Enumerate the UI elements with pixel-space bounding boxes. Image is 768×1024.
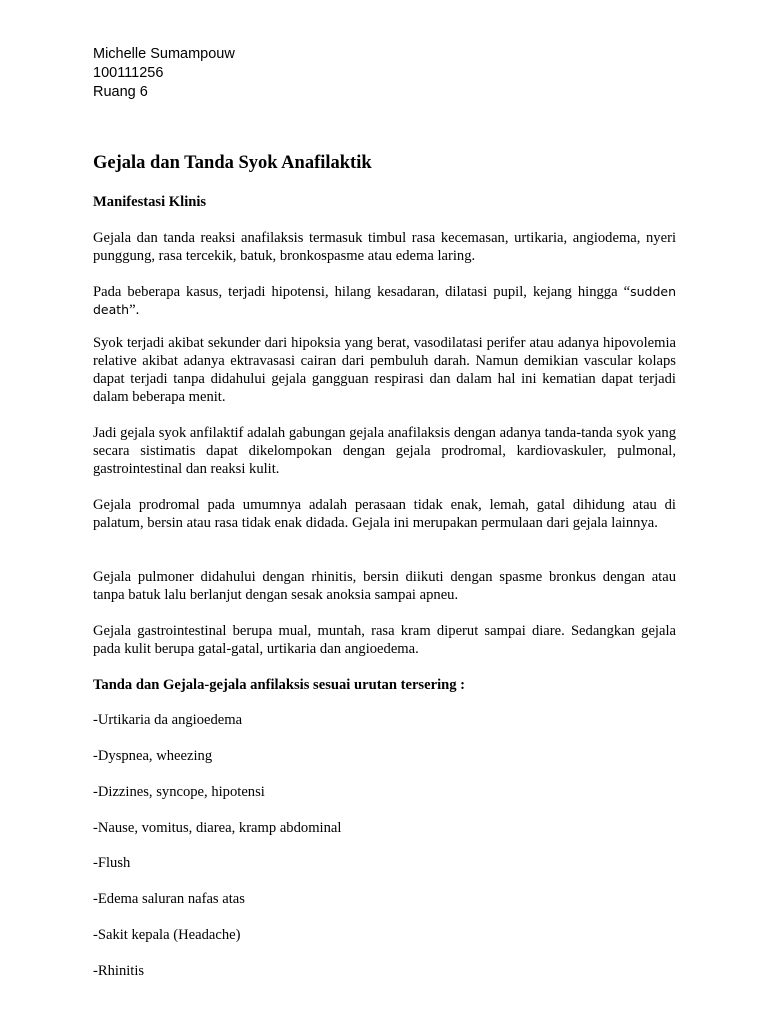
list-item: -Rhinitis bbox=[93, 963, 145, 979]
paragraph-7: Gejala gastrointestinal berupa mual, muntah, rasa kram diperut sampai diare. Sedangkan gejala pada kulit berupa gatal-gatal, urtikaria dan angioedema. bbox=[93, 623, 676, 657]
paragraph-2 bbox=[93, 283, 676, 319]
sudden-death-quote: sudden death bbox=[93, 284, 676, 317]
room-label: Ruang 6 bbox=[93, 84, 148, 100]
paragraph-6: Gejala pulmoner didahului dengan rhinitis, bersin diikuti dengan spasme bronkus dengan atau tanpa batuk lalu berlanjut dengan sesak anoksia sampai apneu. bbox=[93, 569, 676, 603]
list-item: -Dyspnea, wheezing bbox=[93, 748, 213, 764]
list-item: -Sakit kepala (Headache) bbox=[93, 927, 241, 943]
list-item: -Urtikaria da angioedema bbox=[93, 712, 243, 728]
list-item: -Edema saluran nafas atas bbox=[93, 891, 245, 907]
student-id: 100111256 bbox=[93, 65, 164, 81]
list-item: -Dizzines, syncope, hipotensi bbox=[93, 784, 265, 800]
paragraph-2-text: Pada beberapa kasus, terjadi hipotensi, hilang kesadaran, dilatasi pupil, kejang hingga “ bbox=[93, 284, 631, 300]
author-header bbox=[93, 45, 235, 102]
list-item: -Nause, vomitus, diarea, kramp abdominal bbox=[93, 820, 342, 836]
list-item: -Flush bbox=[93, 855, 131, 871]
paragraph-4: Jadi gejala syok anfilaktif adalah gabungan gejala anafilaksis dengan adanya tanda-tanda syok yang secara sistimatis dapat dikelompokan dengan gejala prodromal, kardiovaskuler, pulmonal, gastrointestinal dan reaksi kulit. bbox=[93, 425, 676, 477]
document-title: Gejala dan Tanda Syok Anafilaktik bbox=[93, 153, 372, 173]
paragraph-1: Gejala dan tanda reaksi anafilaksis termasuk timbul rasa kecemasan, urtikaria, angiodema, nyeri punggung, rasa tercekik, batuk, bronkospasme atau edema laring. bbox=[93, 230, 676, 264]
section-heading-tanda-gejala: Tanda dan Gejala-gejala anfilaksis sesuai urutan tersering : bbox=[93, 677, 466, 693]
paragraph-2-end: ”. bbox=[129, 302, 140, 318]
paragraph-3: Syok terjadi akibat sekunder dari hipoksia yang berat, vasodilatasi perifer atau adanya hipovolemia relative akibat adanya ektravasasi cairan dari pembuluh darah. Namun demikian vascular kolaps dapat terjadi tanpa didahului gejala gangguan respirasi dan dalam hal ini kematian dapat terjadi dalam beberapa menit. bbox=[93, 335, 676, 405]
section-heading-manifestasi: Manifestasi Klinis bbox=[93, 194, 207, 210]
paragraph-5: Gejala prodromal pada umumnya adalah perasaan tidak enak, lemah, gatal dihidung atau di palatum, bersin atau rasa tidak enak didada. Gejala ini merupakan permulaan dari gejala lainnya. bbox=[93, 497, 676, 531]
author-name: Michelle Sumampouw bbox=[93, 46, 235, 62]
